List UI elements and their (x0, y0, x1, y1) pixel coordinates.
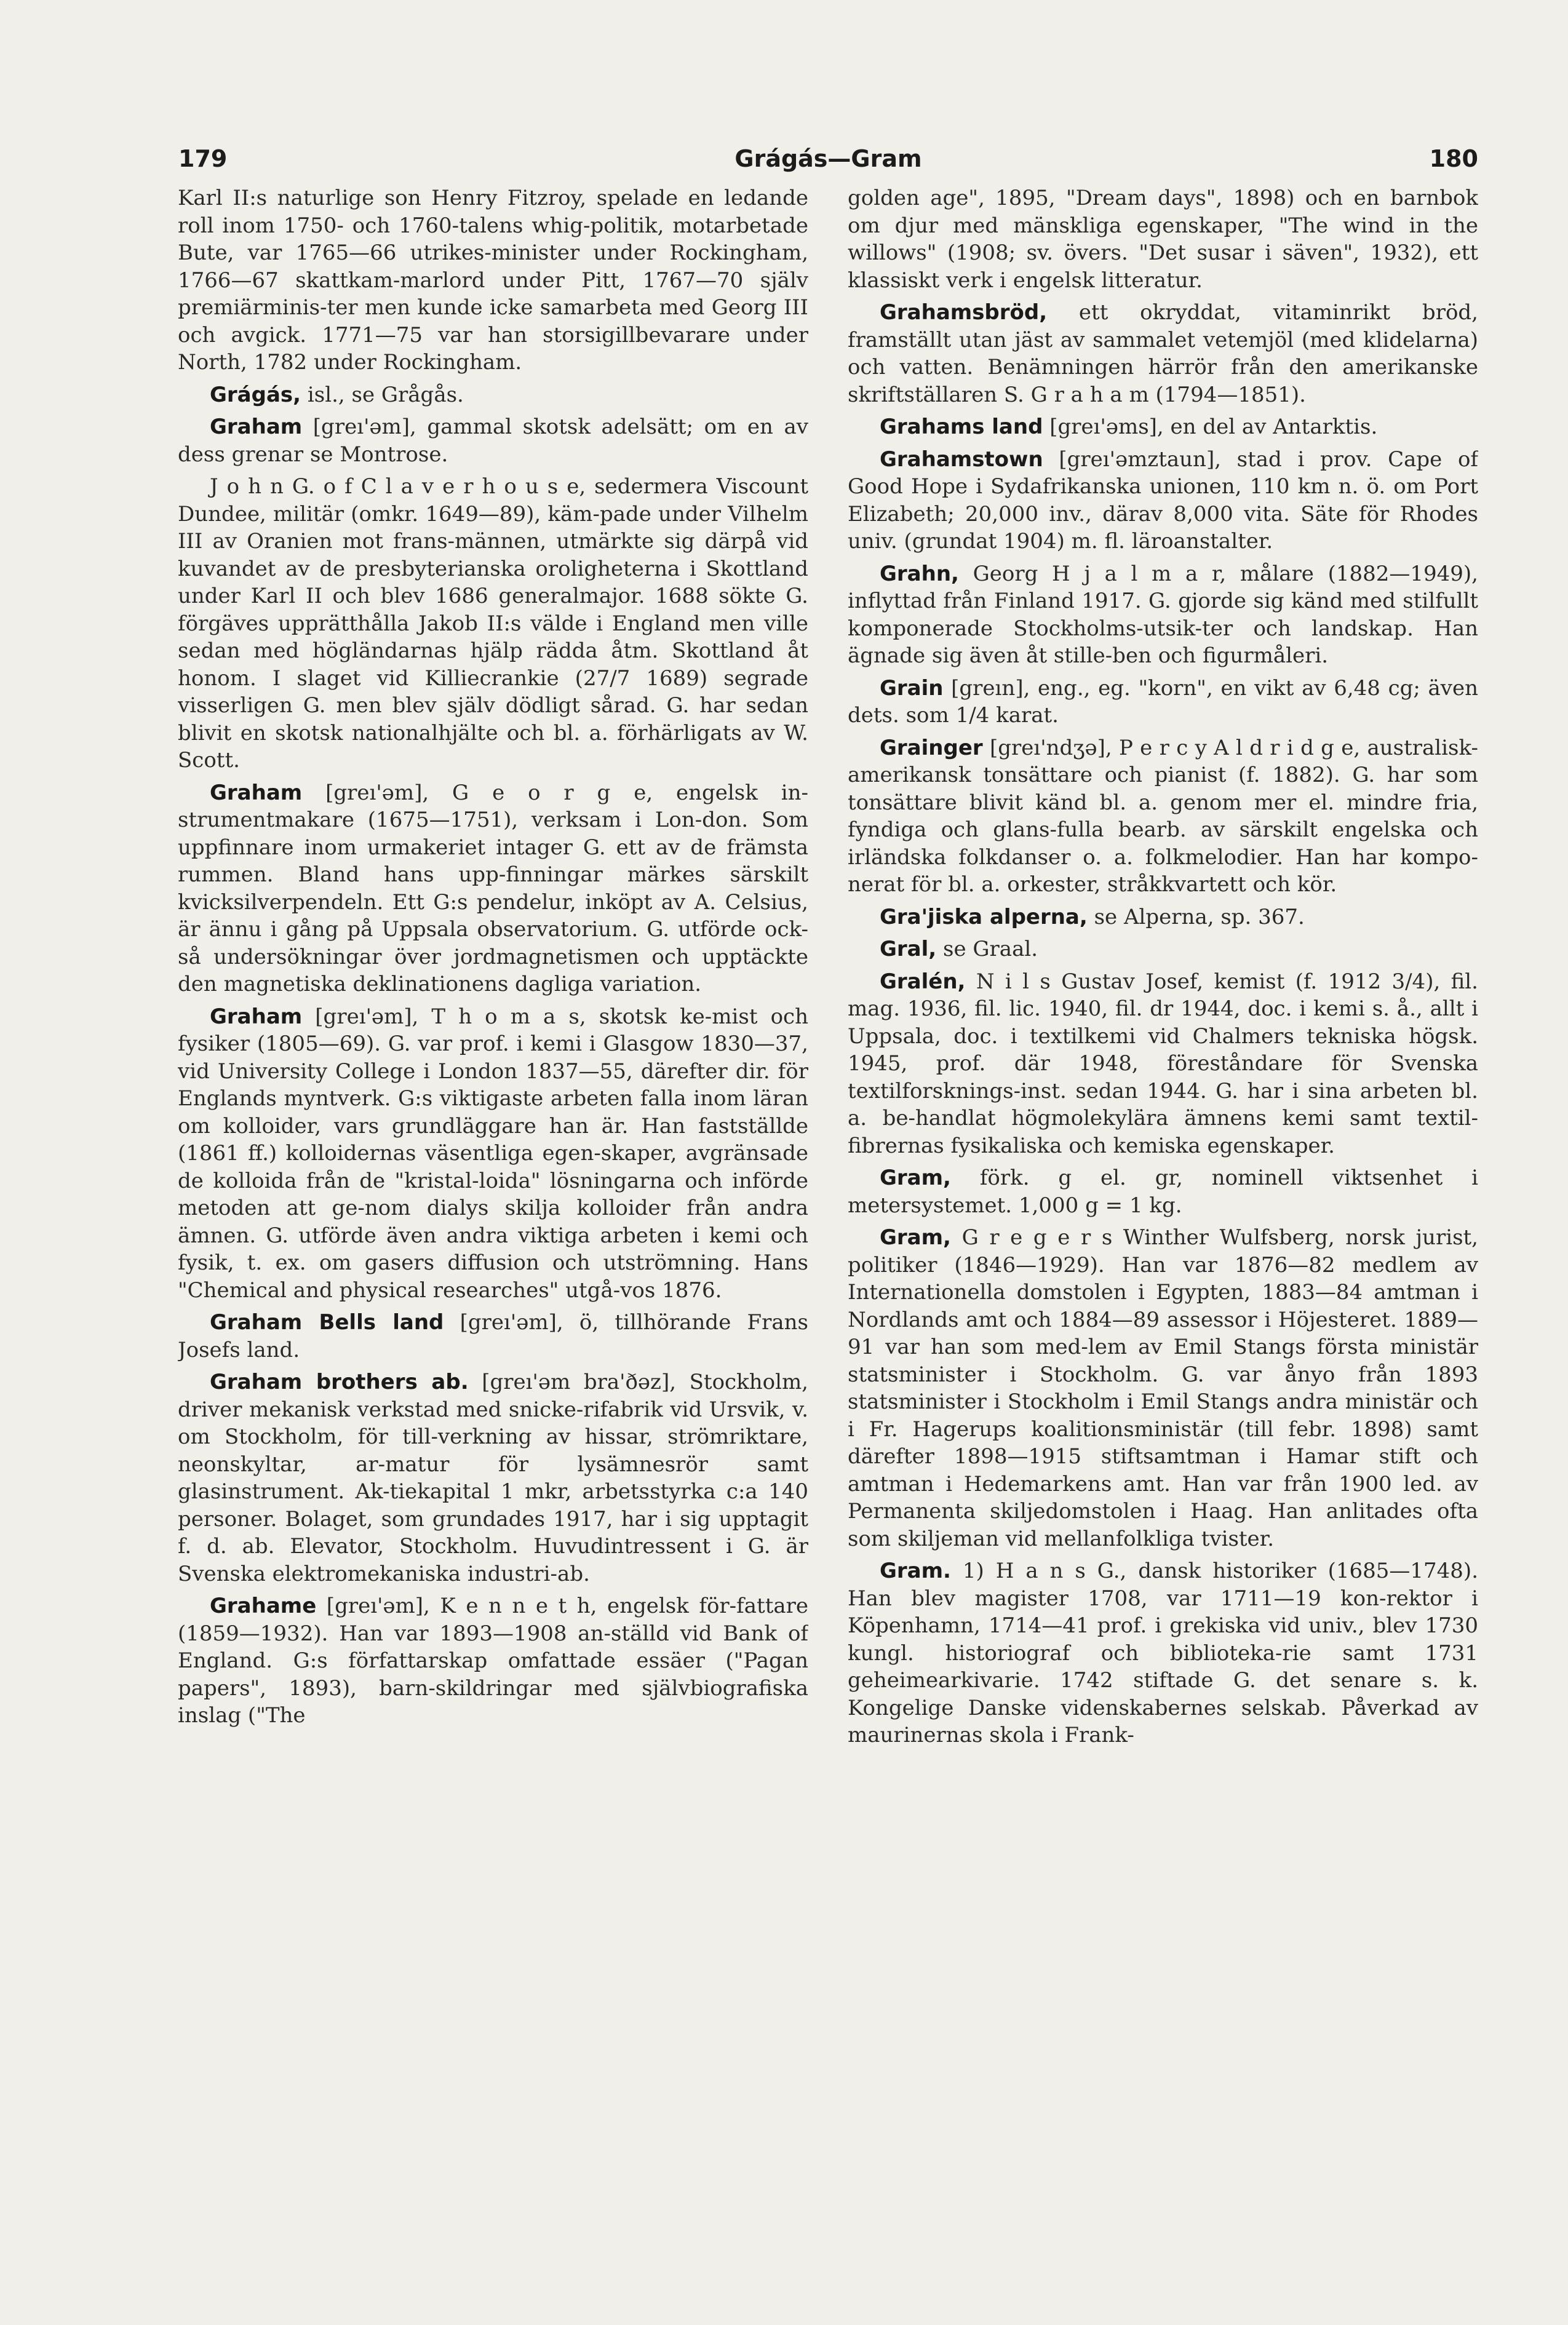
dictionary-entry (848, 1164, 1478, 1219)
entry-text: förk. g el. gr, nominell viktsenhet i metersystemet. 1,000 g = 1 kg. (848, 1166, 1478, 1218)
page-number-right: 180 (1429, 145, 1478, 172)
entry-headword: Gram. (880, 1559, 951, 1583)
entry-text: [greı'əm bra'ðəz], Stockholm, driver mekanisk verkstad med snicke-rifabrik vid Ursvik, v. om Stockholm, för till-verkning av hissar, strömriktare, neonskyltar, ar-matur för lysämnesrör samt glasinstrument. Ak-tiekapital 1 mkr, arbetsstyrka c:a 140 personer. Bolaget, som grundades 1917, har i sig upptagit f. d. ab. Elevator, Stockholm. Huvudintressent i G. är Svenska elektromekaniska industri-ab. (178, 1370, 808, 1586)
dictionary-entry (848, 560, 1478, 670)
dictionary-entry (848, 936, 1478, 963)
entry-headword: Gram, (880, 1225, 951, 1250)
entry-headword: Graham brothers ab. (210, 1370, 469, 1394)
entry-headword: Gra'jiska alperna, (880, 904, 1088, 929)
entry-text: [greı'əm], gammal skotsk adelsätt; om en av dess grenar se Montrose. (178, 415, 808, 467)
entry-headword: Graham (210, 415, 303, 439)
dictionary-entry (848, 185, 1478, 294)
entry-headword: Grágás, (210, 382, 301, 407)
dictionary-entry (178, 1592, 808, 1730)
dictionary-entry (178, 1309, 808, 1364)
entry-headword: Graham (210, 780, 303, 805)
dictionary-entry (848, 1224, 1478, 1552)
entry-text: ett okryddat, vitaminrikt bröd, framställt utan jäst av sammalet vetemjöl (med klidelarna) och vatten. Benämningen härrör från den amerikanske skriftställaren S. G r a h a m (1794—1851). (848, 300, 1478, 407)
entry-text: J o h n G. o f C l a v e r h o u s e, sedermera Viscount Dundee, militär (omkr. 1649—89), käm-pade under Vilhelm III av Oranien mot frans-männen, utmärkte sig därpå vid kuvandet av de presbyterianska oroligheterna i Skottland under Karl II och blev 1686 generalmajor. 1688 sökte G. förgäves upprätthålla Jakob II:s välde i England men ville sedan med högländarnas hjälp rädda åtm. Skottland åt honom. I slaget vid Killiecrankie (27/7 1689) segrade visserligen G. men blev själv dödligt sårad. G. har sedan blivit en skotsk nationalhjälte och bl. a. förhärligats av W. Scott. (178, 474, 808, 773)
entry-headword: Gral, (880, 937, 937, 961)
entry-text: [greı'əms], en del av Antarktis. (1043, 415, 1378, 439)
right-column (848, 185, 1478, 2214)
dictionary-entry (848, 675, 1478, 729)
dictionary-entry (178, 1003, 808, 1305)
entry-headword: Graham (210, 1004, 303, 1029)
entry-text: golden age", 1895, "Dream days", 1898) och en barnbok om djur med mänskliga egenskaper, "The wind in the willows" (1908; sv. övers. "Det susar i säven", 1932), ett klassiskt verk i engelsk litteratur. (848, 186, 1478, 293)
dictionary-entry (178, 473, 808, 774)
entry-text: [greı'əmztaun], stad i prov. Cape of Good Hope i Sydafrikanska unionen, 110 km n. ö. om Port Elizabeth; 20,000 inv., därav 8,000 vita. Säte för Rhodes univ. (grundat 1904) m. fl. läroanstalter. (848, 447, 1478, 554)
dictionary-entry (848, 904, 1478, 931)
dictionary-entry (848, 446, 1478, 555)
entry-text: Georg H j a l m a r, målare (1882—1949), inflyttad från Finland 1917. G. gjorde sig känd med stilfullt komponerade Stockholms-utsik-ter och landskap. Han ägnade sig även åt stille-ben och figurmåleri. (848, 561, 1478, 668)
entry-text: Karl II:s naturlige son Henry Fitzroy, spelade en ledande roll inom 1750- och 1760-talens whig-politik, motarbetade Bute, var 1765—66 utrikes-minister under Rockingham, 1766—67 skattkam-marlord under Pitt, 1767—70 själv premiärminis-ter men kunde icke samarbeta med Georg III och avgick. 1771—75 var han storsigillbevarare under North, 1782 under Rockingham. (178, 186, 808, 375)
entry-text: se Alperna, sp. 367. (1087, 904, 1305, 929)
page-number-left: 179 (178, 145, 228, 172)
entry-headword: Grahame (210, 1594, 317, 1618)
entry-headword: Grainger (880, 735, 983, 760)
entry-headword: Graham Bells land (210, 1310, 444, 1335)
entry-text: [greı'əm], K e n n e t h, engelsk för-fattare (1859—1932). Han var 1893—1908 an-ställd vid Bank of England. G:s författarskap omfattade essäer ("Pagan papers", 1893), barn-skildringar med självbiografiska inslag ("The (178, 1594, 808, 1728)
entry-text: [greı'ndʒə], P e r c y A l d r i d g e, australisk-amerikansk tonsättare och pianist (f. 1882). G. har som tonsättare blivit känd bl. a. genom mer el. mindre fria, fyndiga och glans-fulla bearb. av särskilt engelska och irländska folkdanser o. a. folkmelodier. Han har kompo-nerat för bl. a. orkester, stråkkvartett och kör. (848, 735, 1478, 897)
dictionary-entry (178, 413, 808, 468)
left-column (178, 185, 808, 2214)
dictionary-entry (178, 185, 808, 376)
entry-text: 1) H a n s G., dansk historiker (1685—1748). Han blev magister 1708, var 1711—19 kon-rektor i Köpenhamn, 1714—41 prof. i grekiska vid univ., blev 1730 kungl. historiograf och biblioteka-rie samt 1731 geheimearkivarie. 1742 stiftade G. det senare s. k. Kongelige Danske videnskabernes selskab. Påverkad av maurinernas skola i Frank- (848, 1559, 1478, 1747)
dictionary-entry (178, 1369, 808, 1588)
dictionary-entry (848, 734, 1478, 899)
entry-text: G r e g e r s Winther Wulfsberg, norsk jurist, politiker (1846—1929). Han var 1876—82 medlem av Internationella domstolen i Egypten, 1883—84 amtman i Nordlands amt och 1884—89 assessor i Höjesteret. 1889—91 var han som med-lem av Emil Stangs första ministär statsminister i Stockholm. G. var ånyo från 1893 statsminister i Stockholm i Emil Stangs andra ministär och i Fr. Hagerups koalitionsministär (till febr. 1898) samt därefter 1898—1915 stiftsamtman i Hamar stift och amtman i Hedemarkens amt. Han var från 1900 led. av Permanenta skiljedomstolen i Haag. Han anlitades ofta som skiljeman vid mellanfolkliga tvister. (848, 1225, 1478, 1551)
dictionary-entry (178, 381, 808, 409)
entry-headword: Gram, (880, 1166, 951, 1190)
dictionary-entry (848, 968, 1478, 1160)
entry-text: isl., se Grågås. (301, 382, 464, 407)
entry-text: [greı'əm], T h o m a s, skotsk ke-mist och fysiker (1805—69). G. var prof. i kemi i Glasgow 1830—37, vid University College i London 1837—55, därefter dir. för Englands myntverk. G:s viktigaste arbeten falla inom läran om kolloider, vars grundläggare han är. Han fastställde (1861 ff.) kolloidernas väsentliga egen-skaper, avgränsade de kolloida från de "kristal-loida" lösningarna och införde metoden att ge-nom dialys skilja kolloider från andra ämnen. G. utförde även andra viktiga arbeten i kemi och fysik, t. ex. om gasers diffusion och utströmning. Hans "Chemical and physical researches" utgå-vos 1876. (178, 1004, 808, 1303)
page-header (178, 140, 1478, 177)
entry-headword: Grahn, (880, 561, 959, 586)
entry-text: [greı'əm], G e o r g e, engelsk in-strumentmakare (1675—1751), verksam i Lon-don. Som uppfinnare inom urmakeriet intager G. ett av de främsta rummen. Bland hans upp-finningar märkes särskilt kvicksilverpendeln. Ett G:s pendelur, inköpt av A. Celsius, är ännu i gång på Uppsala observatorium. G. utförde ock-så undersökningar över jordmagnetismen och upptäckte den magnetiska deklinationens dagliga variation. (178, 780, 808, 996)
entry-headword: Grahamsbröd, (880, 300, 1048, 325)
dictionary-entry (848, 1557, 1478, 1749)
entry-text: se Graal. (936, 937, 1038, 961)
dictionary-entry (848, 299, 1478, 408)
dictionary-entry (848, 413, 1478, 441)
entry-headword: Gralén, (880, 969, 966, 994)
dictionary-entry (178, 779, 808, 998)
entry-headword: Grahamstown (880, 447, 1043, 472)
entry-text: [greı'əm], ö, tillhörande Frans Josefs land. (178, 1310, 808, 1362)
entry-text: [greın], eng., eg. "korn", en vikt av 6,48 cg; även dets. som 1/4 karat. (848, 675, 1478, 728)
entry-headword: Grain (880, 675, 944, 701)
entry-headword: Grahams land (880, 415, 1043, 439)
entry-text: N i l s Gustav Josef, kemist (f. 1912 3/4), fil. mag. 1936, fil. lic. 1940, fil. dr 1944, doc. i kemi s. å., allt i Uppsala, doc. i textilkemi vid Chalmers tekniska högsk. 1945, prof. där 1948, föreståndare för Svenska textilforsknings-inst. sedan 1944. G. har i sina arbeten bl. a. be-handlat högmolekylära ämnens kemi samt textil-fibrernas fysikaliska och kemiska egenskaper. (848, 969, 1478, 1158)
running-title: Grágás—Gram (734, 145, 922, 172)
